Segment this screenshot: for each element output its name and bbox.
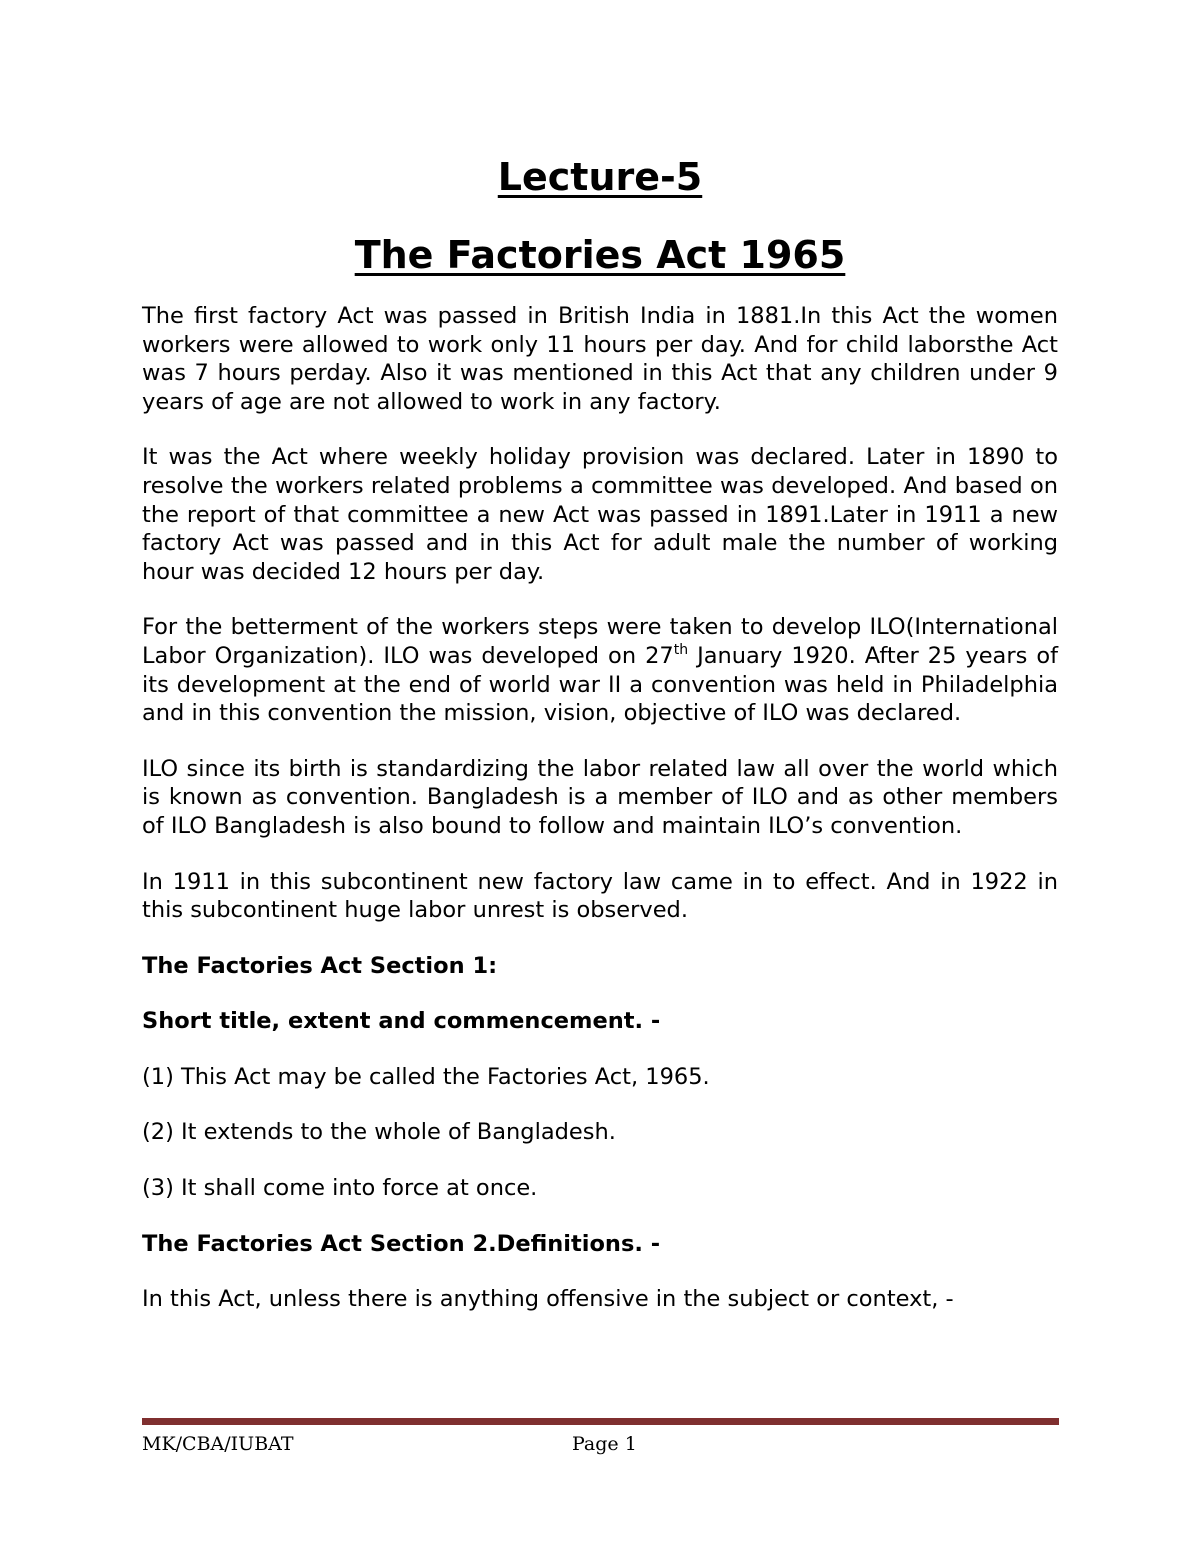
paragraph-ilo-text-end: January 1920. After 25 years of its development at the end of world war II a convention was held in Philadelphia and in this convention the mission, vision, objective of ILO was declared. — [142, 642, 1058, 727]
paragraph-ilo-founding — [142, 613, 1058, 727]
section-1-heading: The Factories Act Section 1: — [142, 952, 498, 979]
paragraph-history-1881: The first factory Act was passed in British India in 1881.In this Act the women workers were allowed to work only 11 hours per day. And for child laborsthe Act was 7 hours perday. Also it was mentioned in this Act that any children under 9 years of age are not allowed to work in any factory. — [142, 303, 1058, 415]
footer-author-code: MK/CBA/IUBAT — [142, 1433, 294, 1455]
document-title: The Factories Act 1965 — [354, 233, 846, 277]
page-content — [142, 150, 1058, 1314]
paragraph-ilo-text-start: For the betterment of the workers steps were taken to develop ILO(International Labor Organization). ILO was developed on 27 — [142, 614, 1058, 669]
section-1-item: (2) It extends to the whole of Bangladesh. — [142, 1119, 616, 1146]
footer-page-number: Page 1 — [572, 1433, 637, 1455]
paragraph-labor-unrest: In 1911 in this subcontinent new factory law came in to effect. And in 1922 in this subcontinent huge labor unrest is observed. — [142, 868, 1058, 924]
ordinal-superscript: th — [673, 641, 689, 658]
paragraph-ilo-convention: ILO since its birth is standardizing the labor related law all over the world which is known as convention. Bangladesh is a member of ILO and as other members of ILO Bangladesh is also bound to follow and maintain ILO’s convention. — [142, 755, 1058, 839]
paragraph-history-1890: It was the Act where weekly holiday provision was declared. Later in 1890 to resolve the workers related problems a committee was developed. And based on the report of that committee a new Act was passed in 1891.Later in 1911 a new factory Act was passed and in this Act for adult male the number of working hour was decided 12 hours per day. — [142, 444, 1058, 585]
footer-divider — [142, 1418, 1059, 1425]
section-1-item: (3) It shall come into force at once. — [142, 1175, 538, 1202]
section-1-subheading: Short title, extent and commencement. - — [142, 1008, 661, 1035]
lecture-title: Lecture-5 — [497, 155, 703, 199]
section-2-intro: In this Act, unless there is anything offensive in the subject or context, - — [142, 1286, 954, 1313]
section-2-heading: The Factories Act Section 2.Definitions. - — [142, 1230, 661, 1257]
section-1-item: (1) This Act may be called the Factories Act, 1965. — [142, 1063, 710, 1090]
